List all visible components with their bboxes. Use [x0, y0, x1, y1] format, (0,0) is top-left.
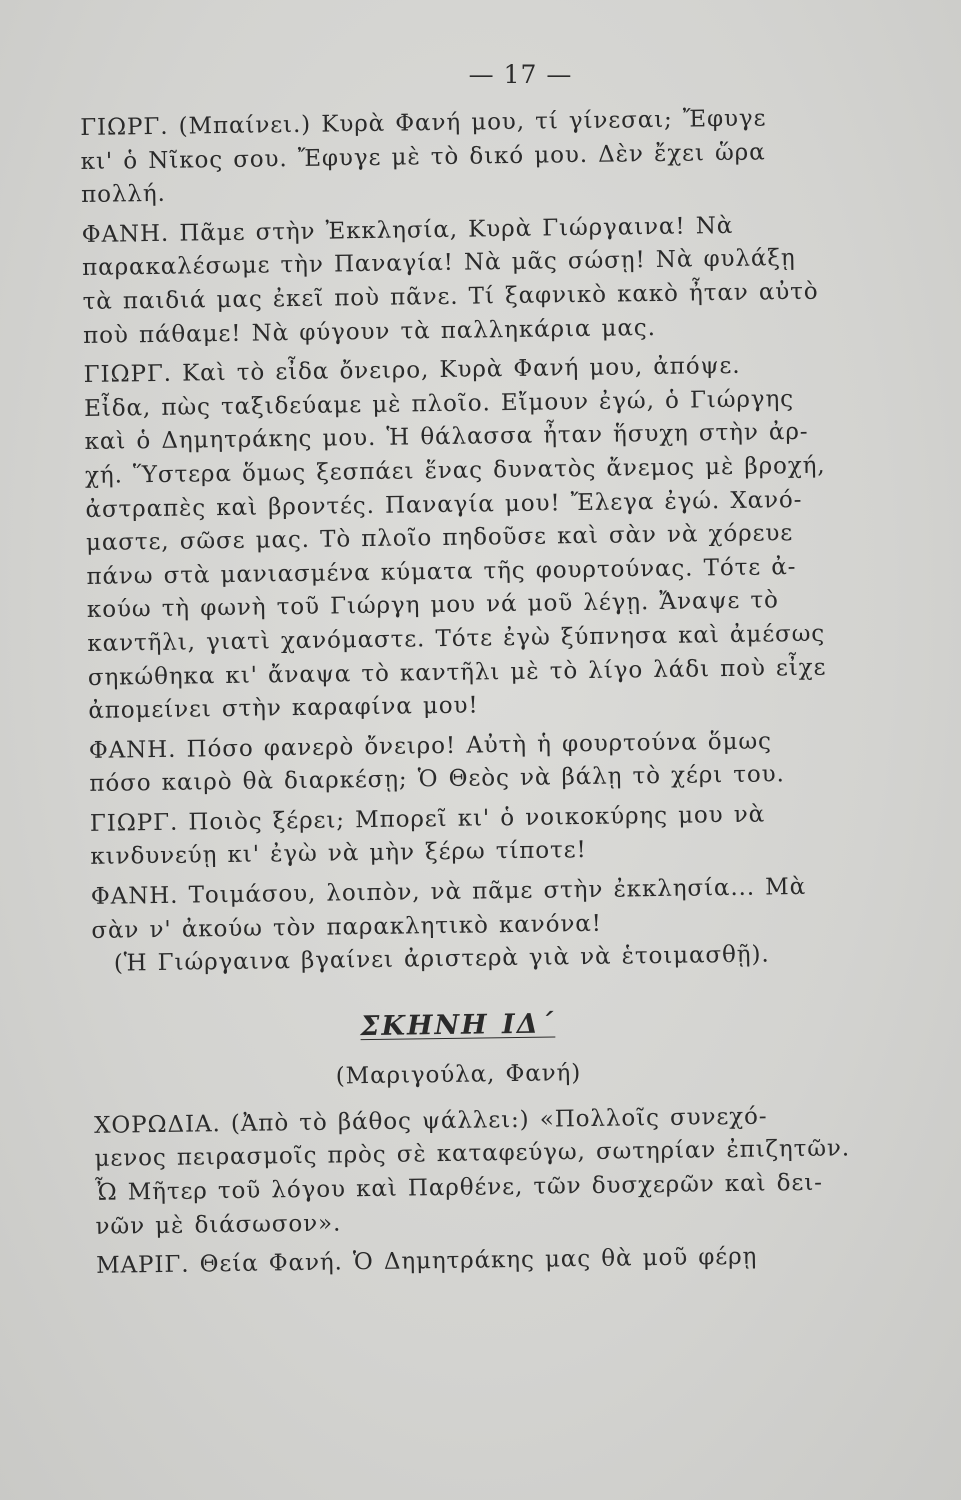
text-line: καντῆλι, γιατὶ χανόμαστε. Τότε ἐγὼ ξύπνησα καὶ ἀμέσως	[87, 620, 826, 657]
text-line: Ὦ Μῆτερ τοῦ λόγου καὶ Παρθένε, τῶν δυσχερῶν καὶ δει-	[94, 1169, 824, 1206]
text-line: κι' ὁ Νῖκος σου. Ἔφυγε μὲ τὸ δικό μου. Δὲν ἔχει ὥρα	[80, 139, 766, 175]
text-line: Εἶδα, πὼς ταξιδεύαμε μὲ πλοῖο. Εἴμουν ἐγώ, ὁ Γιώργης	[83, 385, 795, 422]
page-number: — 17 —	[468, 60, 573, 89]
text-line-chorodia: ΧΟΡΩΔΙΑ. (Ἀπὸ τὸ βάθος ψάλλει:) «Πολλοῖς συνεχό-	[93, 1103, 768, 1139]
text-line: πάνω στὰ μανιασμένα κύματα τῆς φουρτούνας. Τότε ἀ-	[86, 553, 797, 590]
text-line-fani-2: ΦΑΝΗ. Πόσο φανερὸ ὄνειρο! Αὐτὴ ἡ φουρτούνα ὅμως	[88, 728, 773, 764]
text-line: ποὺ πάθαμε! Νὰ φύγουν τὰ παλληκάρια μας.	[82, 314, 656, 349]
text-line: κινδυνεύῃ κι' ἐγὼ νὰ μὴν ξέρω τίποτε!	[90, 837, 587, 871]
text-line-giorg-2: ΓΙΩΡΓ. Καὶ τὸ εἶδα ὄνειρο, Κυρὰ Φανή μου, ἀπόψε.	[83, 352, 741, 389]
play-text	[80, 102, 851, 1284]
text-line: νῶν μὲ διάσωσον».	[95, 1210, 342, 1240]
text-line: μαστε, σῶσε μας. Τὸ πλοῖο πηδοῦσε καὶ σὰν νὰ χόρευε	[85, 520, 794, 557]
text-line: σὰν ν' ἀκούω τὸν παρακλητικὸ κανόνα!	[91, 910, 602, 944]
scene-persons: (Μαριγούλα, Φανή)	[335, 1059, 582, 1090]
text-line: ἀστραπὲς καὶ βροντές. Παναγία μου! Ἔλεγα ἐγώ. Χανό-	[85, 486, 803, 523]
text-line: χή. Ὕστερα ὅμως ξεσπάει ἕνας δυνατὸς ἄνεμος μὲ βροχή,	[84, 452, 826, 489]
text-line: πολλή.	[80, 180, 166, 209]
text-line: μενος πειρασμοῖς πρὸς σὲ καταφεύγω, σωτηρίαν ἐπιζητῶν.	[94, 1135, 851, 1173]
text-line: σηκώθηκα κι' ἄναψα τὸ καντῆλι μὲ τὸ λίγο λάδι ποὺ εἶχε	[87, 654, 827, 691]
text-line-fani-1: ΦΑΝΗ. Πᾶμε στὴν Ἐκκλησία, Κυρὰ Γιώργαινα! Νὰ	[81, 212, 734, 248]
text-line: κούω τὴ φωνὴ τοῦ Γιώργη μου νά μοῦ λέγῃ. Ἄναψε τὸ	[86, 587, 780, 624]
text-line-fani-3: ΦΑΝΗ. Τοιμάσου, λοιπὸν, νὰ πᾶμε στὴν ἐκκλησία... Μὰ	[90, 874, 807, 910]
scene-title: ΣΚΗΝΗ ΙΔ΄	[360, 1008, 556, 1043]
text-line: τὰ παιδιά μας ἐκεῖ ποὺ πᾶνε. Τί ξαφνικὸ κακὸ ἦταν αὐτὸ	[82, 278, 819, 315]
text-line-giorg-1: ΓΙΩΡΓ. (Μπαίνει.) Κυρὰ Φανή μου, τί γίνεσαι; Ἔφυγε	[80, 105, 767, 141]
text-line-marig: ΜΑΡΙΓ. Θεία Φανή. Ὁ Δημητράκης μας θὰ μοῦ φέρῃ	[95, 1243, 758, 1280]
text-line: καὶ ὁ Δημητράκης μου. Ἡ θάλασσα ἦταν ἥσυχη στὴν ἀρ-	[84, 419, 809, 456]
text-line-giorg-3: ΓΙΩΡΓ. Ποιὸς ξέρει; Μπορεῖ κι' ὁ νοικοκύρης μου νὰ	[89, 801, 766, 837]
text-line: ἀπομείνει στὴν καραφίνα μου!	[88, 692, 479, 725]
text-line: πόσο καιρὸ θὰ διαρκέσῃ; Ὁ Θεὸς νὰ βάλῃ τὸ χέρι του.	[89, 761, 785, 798]
stage-direction: (Ἡ Γιώργαινα βγαίνει ἀριστερὰ γιὰ νὰ ἑτοιμασθῇ).	[113, 941, 770, 977]
text-line: παρακαλέσωμε τὴν Παναγία! Νὰ μᾶς σώσῃ! Νὰ φυλάξῃ	[82, 245, 796, 282]
